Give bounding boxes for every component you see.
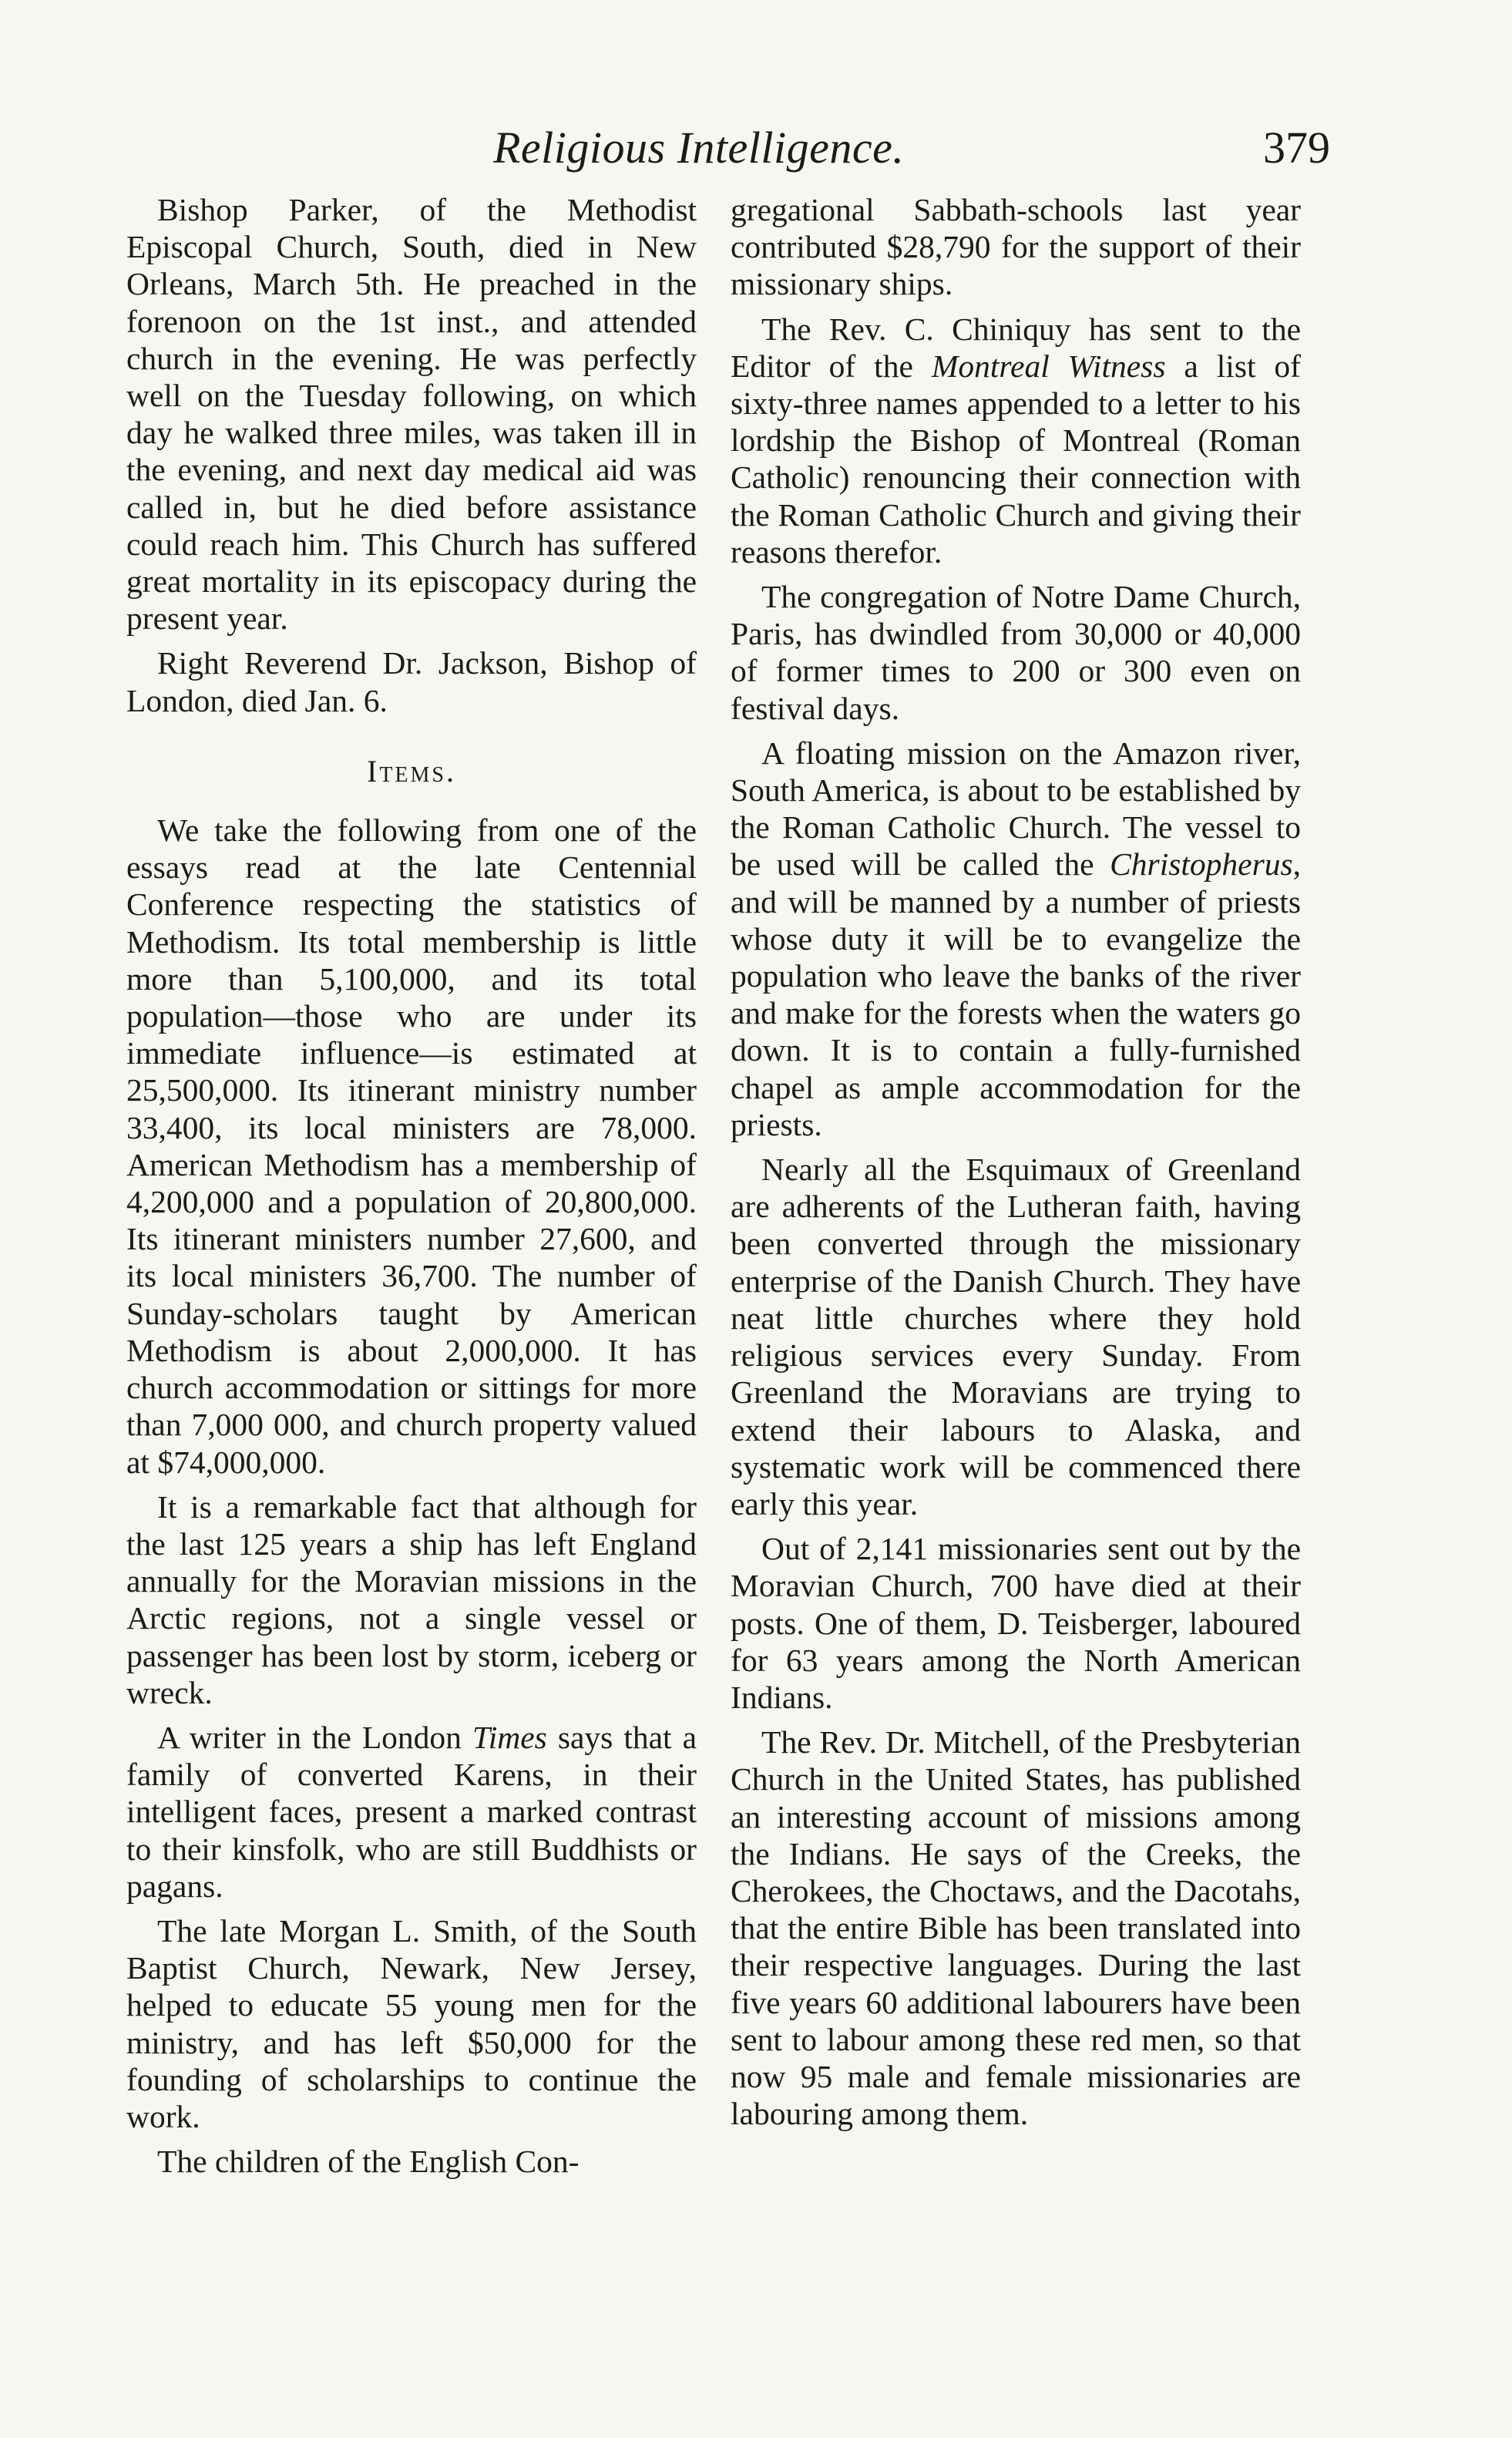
left-column	[126, 191, 697, 2187]
paragraph-bishop-jackson: Right Reverend Dr. Jackson, Bishop of London, died Jan. 6.	[126, 645, 697, 718]
amazon-text-end: , and will be manned by a number of priests whose duty it will be to evangelize the population who leave the banks of the river and make for the forests when the waters go down. It is to contain a fully-furnished chapel as ample accommodation for the priests.	[731, 846, 1301, 1142]
chiniquy-text-end: a list of sixty-three names appended to a letter to his lordship the Bishop of Montreal (Roman Catholic) renouncing their connection with the Roman Catholic Church and giving their reasons therefor.	[731, 348, 1301, 570]
running-title: Religious Intelligence.	[493, 123, 905, 173]
paragraph-mitchell: The Rev. Dr. Mitchell, of the Presbyterian Church in the United States, has published an interesting account of missions among the Indians. He says of the Creeks, the Cherokees, the Choctaws, and the Dacotahs, that the entire Bible has been translated into their respective languages. During the last five years 60 additional labourers have been sent to labour among these red men, so that now 95 male and female missionaries are labouring among them.	[731, 1724, 1301, 2132]
paragraph-notre-dame: The congregation of Notre Dame Church, Paris, has dwindled from 30,000 or 40,000 of former times to 200 or 300 even on festival days.	[731, 579, 1301, 726]
paragraph-moravian-ships: It is a remarkable fact that although for the last 125 years a ship has left England annually for the Moravian missions in the Arctic regions, not a single vessel or passenger has been lost by storm, iceberg or wreck.	[126, 1488, 697, 1710]
section-heading-items: Items.	[367, 753, 456, 789]
times-title: Times	[472, 1719, 547, 1755]
paragraph-moravian-missionaries: Out of 2,141 missionaries sent out by the Moravian Church, 700 have died at their posts. One of them, D. Teisberger, laboured for 63 years among the North American Indians.	[731, 1531, 1301, 1715]
karens-text-end: says that a family of converted Karens, in their intelligent faces, present a marked contrast to their kinsfolk, who are still Buddhists or pagans.	[126, 1719, 697, 1904]
paragraph-karens	[126, 1719, 697, 1905]
paragraph-sabbath-schools: gregational Sabbath-schools last year contributed $28,790 for the support of their missionary ships.	[731, 192, 1301, 302]
paragraph-greenland: Nearly all the Esquimaux of Greenland are adherents of the Lutheran faith, having been converted through the missionary enterprise of the Danish Church. They have neat little churches where they hold religious services every Sunday. From Greenland the Moravians are trying to extend their labours to Alaska, and systematic work will be commenced there early this year.	[731, 1152, 1301, 1522]
karens-text-start: A writer in the London	[157, 1719, 472, 1755]
paragraph-amazon-mission	[731, 735, 1301, 1143]
montreal-witness-title: Montreal Witness	[931, 348, 1166, 384]
page-number: 379	[1263, 123, 1330, 173]
page-header	[0, 122, 1512, 191]
paragraph-chiniquy	[731, 311, 1301, 570]
christopherus-name: Christopherus	[1110, 846, 1293, 883]
paragraph-bishop-parker: Bishop Parker, of the Methodist Episcopal Church, South, died in New Orleans, March 5th. He preached in the forenoon on the 1st inst., and attended church in the evening. He was perfectly well on the Tuesday following, on which day he walked three miles, was taken ill in the evening, and next day medical aid was called in, but he died before assistance could reach him. This Church has suffered great mortality in its episcopacy during the present year.	[126, 192, 697, 637]
paragraph-morgan-smith: The late Morgan L. Smith, of the South Baptist Church, Newark, New Jersey, helped to educate 55 young men for the ministry, and has left $50,000 for the founding of scholarships to continue the work.	[126, 1912, 697, 2134]
right-column	[731, 191, 1301, 2140]
paragraph-methodism-statistics: We take the following from one of the essays read at the late Centennial Conference respecting the statistics of Methodism. Its total membership is little more than 5,100,000, and its total population—those who are under its immediate influence—is estimated at 25,500,000. Its itinerant ministry number 33,400, its local ministers are 78,000. American Methodism has a membership of 4,200,000 and a population of 20,800,000. Its itinerant ministers number 27,600, and its local ministers 36,700. The number of Sunday-scholars taught by American Methodism is about 2,000,000. It has church accommodation or sittings for more than 7,000 000, and church property valued at $74,000,000.	[126, 812, 697, 1480]
amazon-text-start: A floating mission on the Amazon river, South America, is about to be established by the Roman Catholic Church. The vessel to be used will be called the	[731, 735, 1301, 883]
chiniquy-text-start: The Rev. C. Chiniquy has sent to the Editor of the	[731, 311, 1301, 384]
paragraph-english-children: The children of the English Con-	[157, 2144, 580, 2180]
